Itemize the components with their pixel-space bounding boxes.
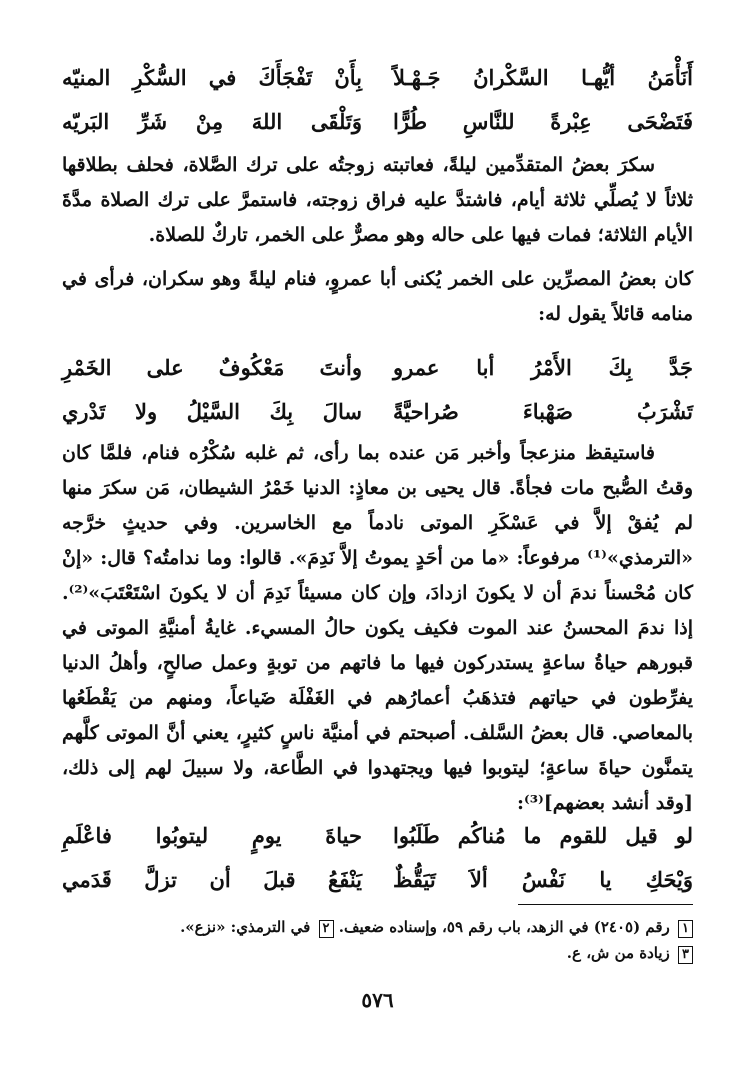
footnotes [62,914,693,966]
verse-hemistich-second: وَتَلْقَى اللهَ مِنْ شَرِّ البَريّه [62,109,362,134]
verse-hemistich-first: تَشْرَبُ صَهْباءَ صُراحيَّةً [393,399,693,424]
footnote-text: رقم (٢٤٠٥) في الزهد، باب رقم ٥٩، وإسناده ضعيف. [338,918,670,936]
paragraph-3: فاستيقظ منزعجاً وأخبر مَن عنده بما رأى، ثم غلبه سُكْرُه فنام، فلمَّا كان وقتُ الصُّبح مات فجأةً. قال يحيى بن معاذٍ: الدنيا خَمْرُ الشيطان، مَن سكرَ منها لم يُفقْ إلاَّ في عَسْكَرِ الموتى نادماً مع الخاسرين. وفي حديثٍ خرَّجه «الترمذي»⁽¹⁾ مرفوعاً: «ما من أحَدٍ يموتُ إلاَّ نَدِمَ». قالوا: وما ندامتُه؟ قال: «إنْ كان مُحْسناً ندمَ أن لا يكونَ ازدادَ، وإن كان مسيئاً نَدِمَ أن لا يكونَ اسْتَعْتَبَ»⁽²⁾. إذا ندمَ المحسنُ عند الموت فكيف يكون حالُ المسيء. غايةُ أمنيَّةِ الموتى في قبورهم حياةُ ساعةٍ يستدركون فيها ما فاتهم من توبةٍ وعمل صالحٍ، وأهلُ الدنيا يفرِّطون في حياتهم فتذهَبُ أعمارُهم في الغَفْلَة ضَياعاً، ومنهم من يَقْطَعُها بالمعاصي. قال بعضُ السَّلف. أصبحتم في أمنيَّة ناسٍ كثيرٍ، يعني أنَّ الموتى كلَّهم يتمنَّون حياةَ ساعةٍ؛ ليتوبوا فيها ويجتهدوا في الطَّاعة، ولا سبيلَ لهم إلى ذلك، [وقد أنشد بعضهم]⁽³⁾: [62,442,693,814]
paragraph-1: سكرَ بعضُ المتقدِّمين ليلةً، فعاتبته زوجتُه على ترك الصَّلاة، فحلف بطلاقها ثلاثاً لا يُصلِّي ثلاثة أيام، فاشتدَّ عليه فراق زوجته، فاستمرَّ على ترك الصلاة مدَّةَ الأيام الثلاثة؛ فمات فيها على حاله وهو مصرٌّ على الخمر، تاركٌ للصلاة. [62,154,693,246]
footnote-number: ٢ [319,920,334,938]
footnote-text: في الترمذي: «نزع». [180,918,311,936]
footnote-number: ٣ [678,946,693,964]
verse-line [62,858,693,902]
footnote-line [62,914,693,940]
footnote-divider [518,904,693,905]
footnote-number: ١ [678,920,693,938]
verse-hemistich-second: حياةَ يومٍ ليتوبُوا فاعْلَمِ [62,823,362,848]
verse-hemistich-second: بِأَنْ تَفْجَأَكَ في السُّكْرِ المنيّه [62,65,362,90]
paragraph-2: كان بعضُ المصرِّين على الخمر يُكنى أبا عمروٍ، فنام ليلةً وهو سكران، فرأى في منامه قائلاً يقول له: [62,268,693,325]
verse-block-2 [62,346,693,434]
verse-line [62,100,693,144]
verse-hemistich-second: يَنْفَعُ قبلَ أن تزلَّ قَدَمي [62,867,362,892]
footnote-line [62,940,693,966]
verse-block-3 [62,814,693,902]
verse-hemistich-first: فَتَضْحَى عِبْرةً للنَّاسِ طُرًّا [393,109,693,134]
verse-hemistich-second: سالَ بِكَ السَّيْلُ ولا تَدْري [62,399,362,424]
footnote-text: زيادة من ش، ع. [566,944,670,962]
verse-line [62,390,693,434]
verse-line [62,56,693,100]
verse-hemistich-first: أَنَأْمَنُ أيُّهـا السَّكْرانُ جَـهْـلاً [393,65,693,90]
verse-line [62,346,693,390]
verse-line [62,814,693,858]
verse-hemistich-second: وأنتَ مَعْكُوفٌ على الخَمْرِ [62,355,362,380]
page-number: ٥٧٦ [361,988,394,1012]
verse-hemistich-first: لو قيل للقوم ما مُناكُم طَلَبُوا [393,823,693,848]
verse-block-1 [62,56,693,144]
verse-hemistich-first: وَيْحَكِ يا نَفْسُ ألاَ تَيَقُّظٌ [393,867,693,892]
verse-hemistich-first: جَدَّ بِكَ الأَمْرُ أبا عمرو [393,355,693,380]
